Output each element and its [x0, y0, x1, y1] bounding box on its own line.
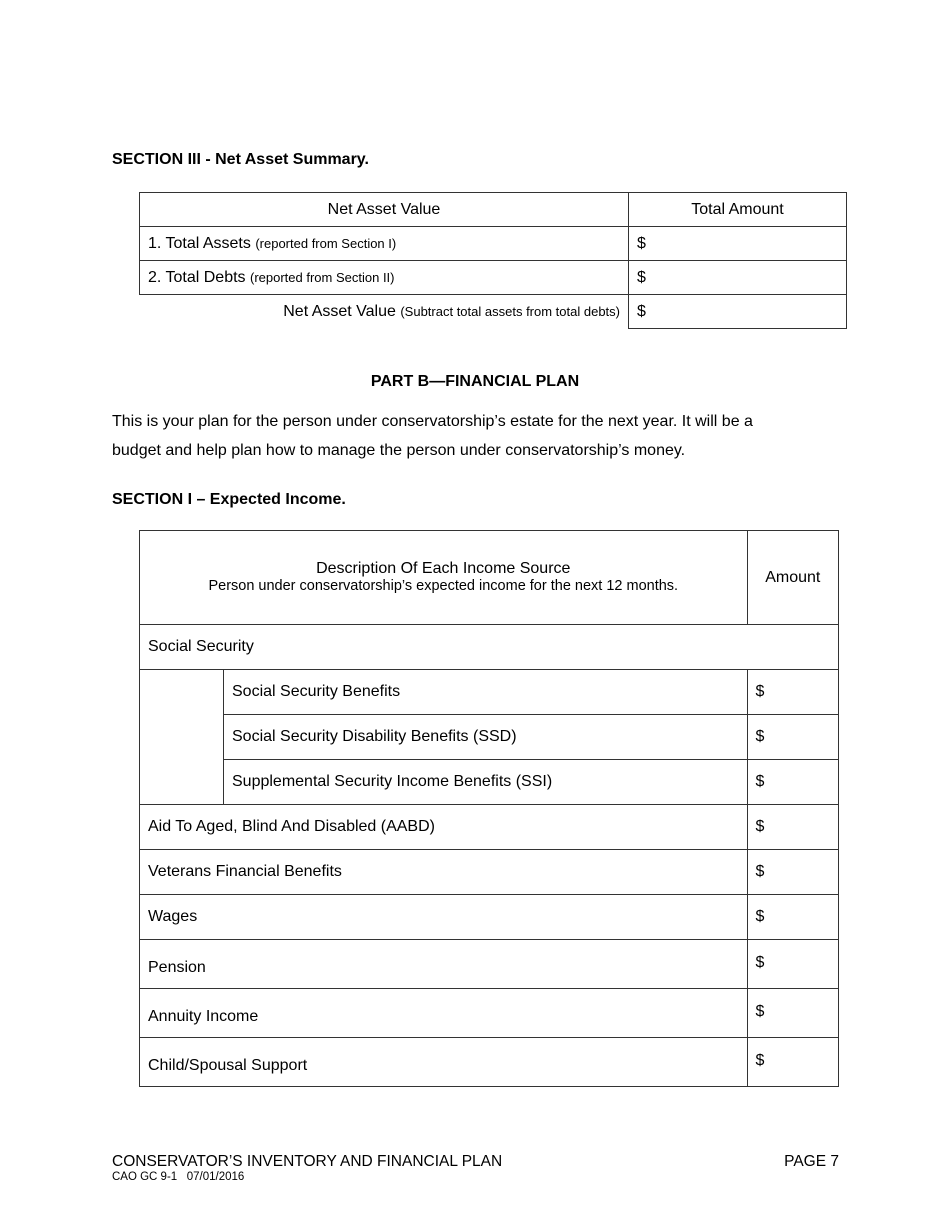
- aabd-amount[interactable]: $: [747, 805, 838, 850]
- table-row: [140, 670, 839, 715]
- net-asset-value-label: Net Asset Value: [283, 302, 396, 320]
- total-amount-header: Total Amount: [629, 193, 847, 227]
- child-spousal-support-amount[interactable]: $: [747, 1038, 838, 1087]
- table-row: [140, 760, 839, 805]
- table-row: [140, 625, 839, 670]
- total-assets-label: 1. Total Assets: [148, 234, 251, 252]
- ssd-amount[interactable]: $: [747, 715, 838, 760]
- income-description-header: [140, 531, 748, 625]
- table-header-row: [140, 193, 847, 227]
- social-security-group-label: Social Security: [140, 625, 839, 670]
- wages-amount[interactable]: $: [747, 895, 838, 940]
- social-security-indent: [140, 670, 224, 805]
- table-row: [140, 1038, 839, 1087]
- total-debts-label: 2. Total Debts: [148, 268, 246, 286]
- net-asset-value-note: (Subtract total assets from total debts): [400, 303, 620, 319]
- veterans-label: Veterans Financial Benefits: [140, 850, 748, 895]
- income-header-subtitle: Person under conservatorship’s expected income for the next 12 months.: [208, 578, 679, 594]
- table-row: [140, 295, 847, 329]
- footer-form-code: CAO GC 9-1 07/01/2016: [112, 1171, 245, 1183]
- wages-label: Wages: [140, 895, 748, 940]
- pension-label: Pension: [140, 940, 748, 989]
- total-assets-cell: [140, 227, 629, 261]
- total-assets-note: (reported from Section I): [255, 235, 397, 251]
- social-security-benefits-amount[interactable]: $: [747, 670, 838, 715]
- total-assets-amount[interactable]: $: [629, 227, 847, 261]
- ssi-label: Supplemental Security Income Benefits (SSI): [224, 760, 748, 805]
- total-debts-cell: [140, 261, 629, 295]
- table-row: [140, 805, 839, 850]
- part-b-title: PART B—FINANCIAL PLAN: [370, 373, 580, 390]
- table-row: [140, 261, 847, 295]
- table-header-row: [140, 531, 839, 625]
- income-header-title: Description Of Each Income Source: [316, 560, 571, 577]
- veterans-amount[interactable]: $: [747, 850, 838, 895]
- footer-form-title: CONSERVATOR’S INVENTORY AND FINANCIAL PLAN: [112, 1153, 503, 1170]
- ssd-label: Social Security Disability Benefits (SSD): [224, 715, 748, 760]
- net-asset-value-amount[interactable]: $: [629, 295, 847, 329]
- table-row: [140, 989, 839, 1038]
- table-row: [140, 940, 839, 989]
- total-debts-amount[interactable]: $: [629, 261, 847, 295]
- table-row: [140, 895, 839, 940]
- section1-heading: SECTION I – Expected Income.: [112, 491, 346, 508]
- total-debts-note: (reported from Section II): [250, 269, 395, 285]
- net-asset-table: [139, 192, 847, 329]
- child-spousal-support-label: Child/Spousal Support: [140, 1038, 748, 1087]
- income-table: [139, 530, 839, 1087]
- paragraph-line-1: This is your plan for the person under conservatorship’s estate for the next year. It will be a: [112, 413, 753, 430]
- section3-heading: SECTION III - Net Asset Summary.: [112, 151, 369, 168]
- aabd-label: Aid To Aged, Blind And Disabled (AABD): [140, 805, 748, 850]
- net-asset-value-header: Net Asset Value: [140, 193, 629, 227]
- pension-amount[interactable]: $: [747, 940, 838, 989]
- income-amount-header: Amount: [747, 531, 838, 625]
- annuity-amount[interactable]: $: [747, 989, 838, 1038]
- net-asset-value-cell: [140, 295, 629, 329]
- annuity-label: Annuity Income: [140, 989, 748, 1038]
- table-row: [140, 850, 839, 895]
- table-row: [140, 227, 847, 261]
- part-b-paragraph: [112, 407, 872, 465]
- footer-page-number: PAGE 7: [784, 1153, 839, 1170]
- table-row: [140, 715, 839, 760]
- social-security-benefits-label: Social Security Benefits: [224, 670, 748, 715]
- ssi-amount[interactable]: $: [747, 760, 838, 805]
- paragraph-line-2: budget and help plan how to manage the person under conservatorship’s money.: [112, 442, 686, 459]
